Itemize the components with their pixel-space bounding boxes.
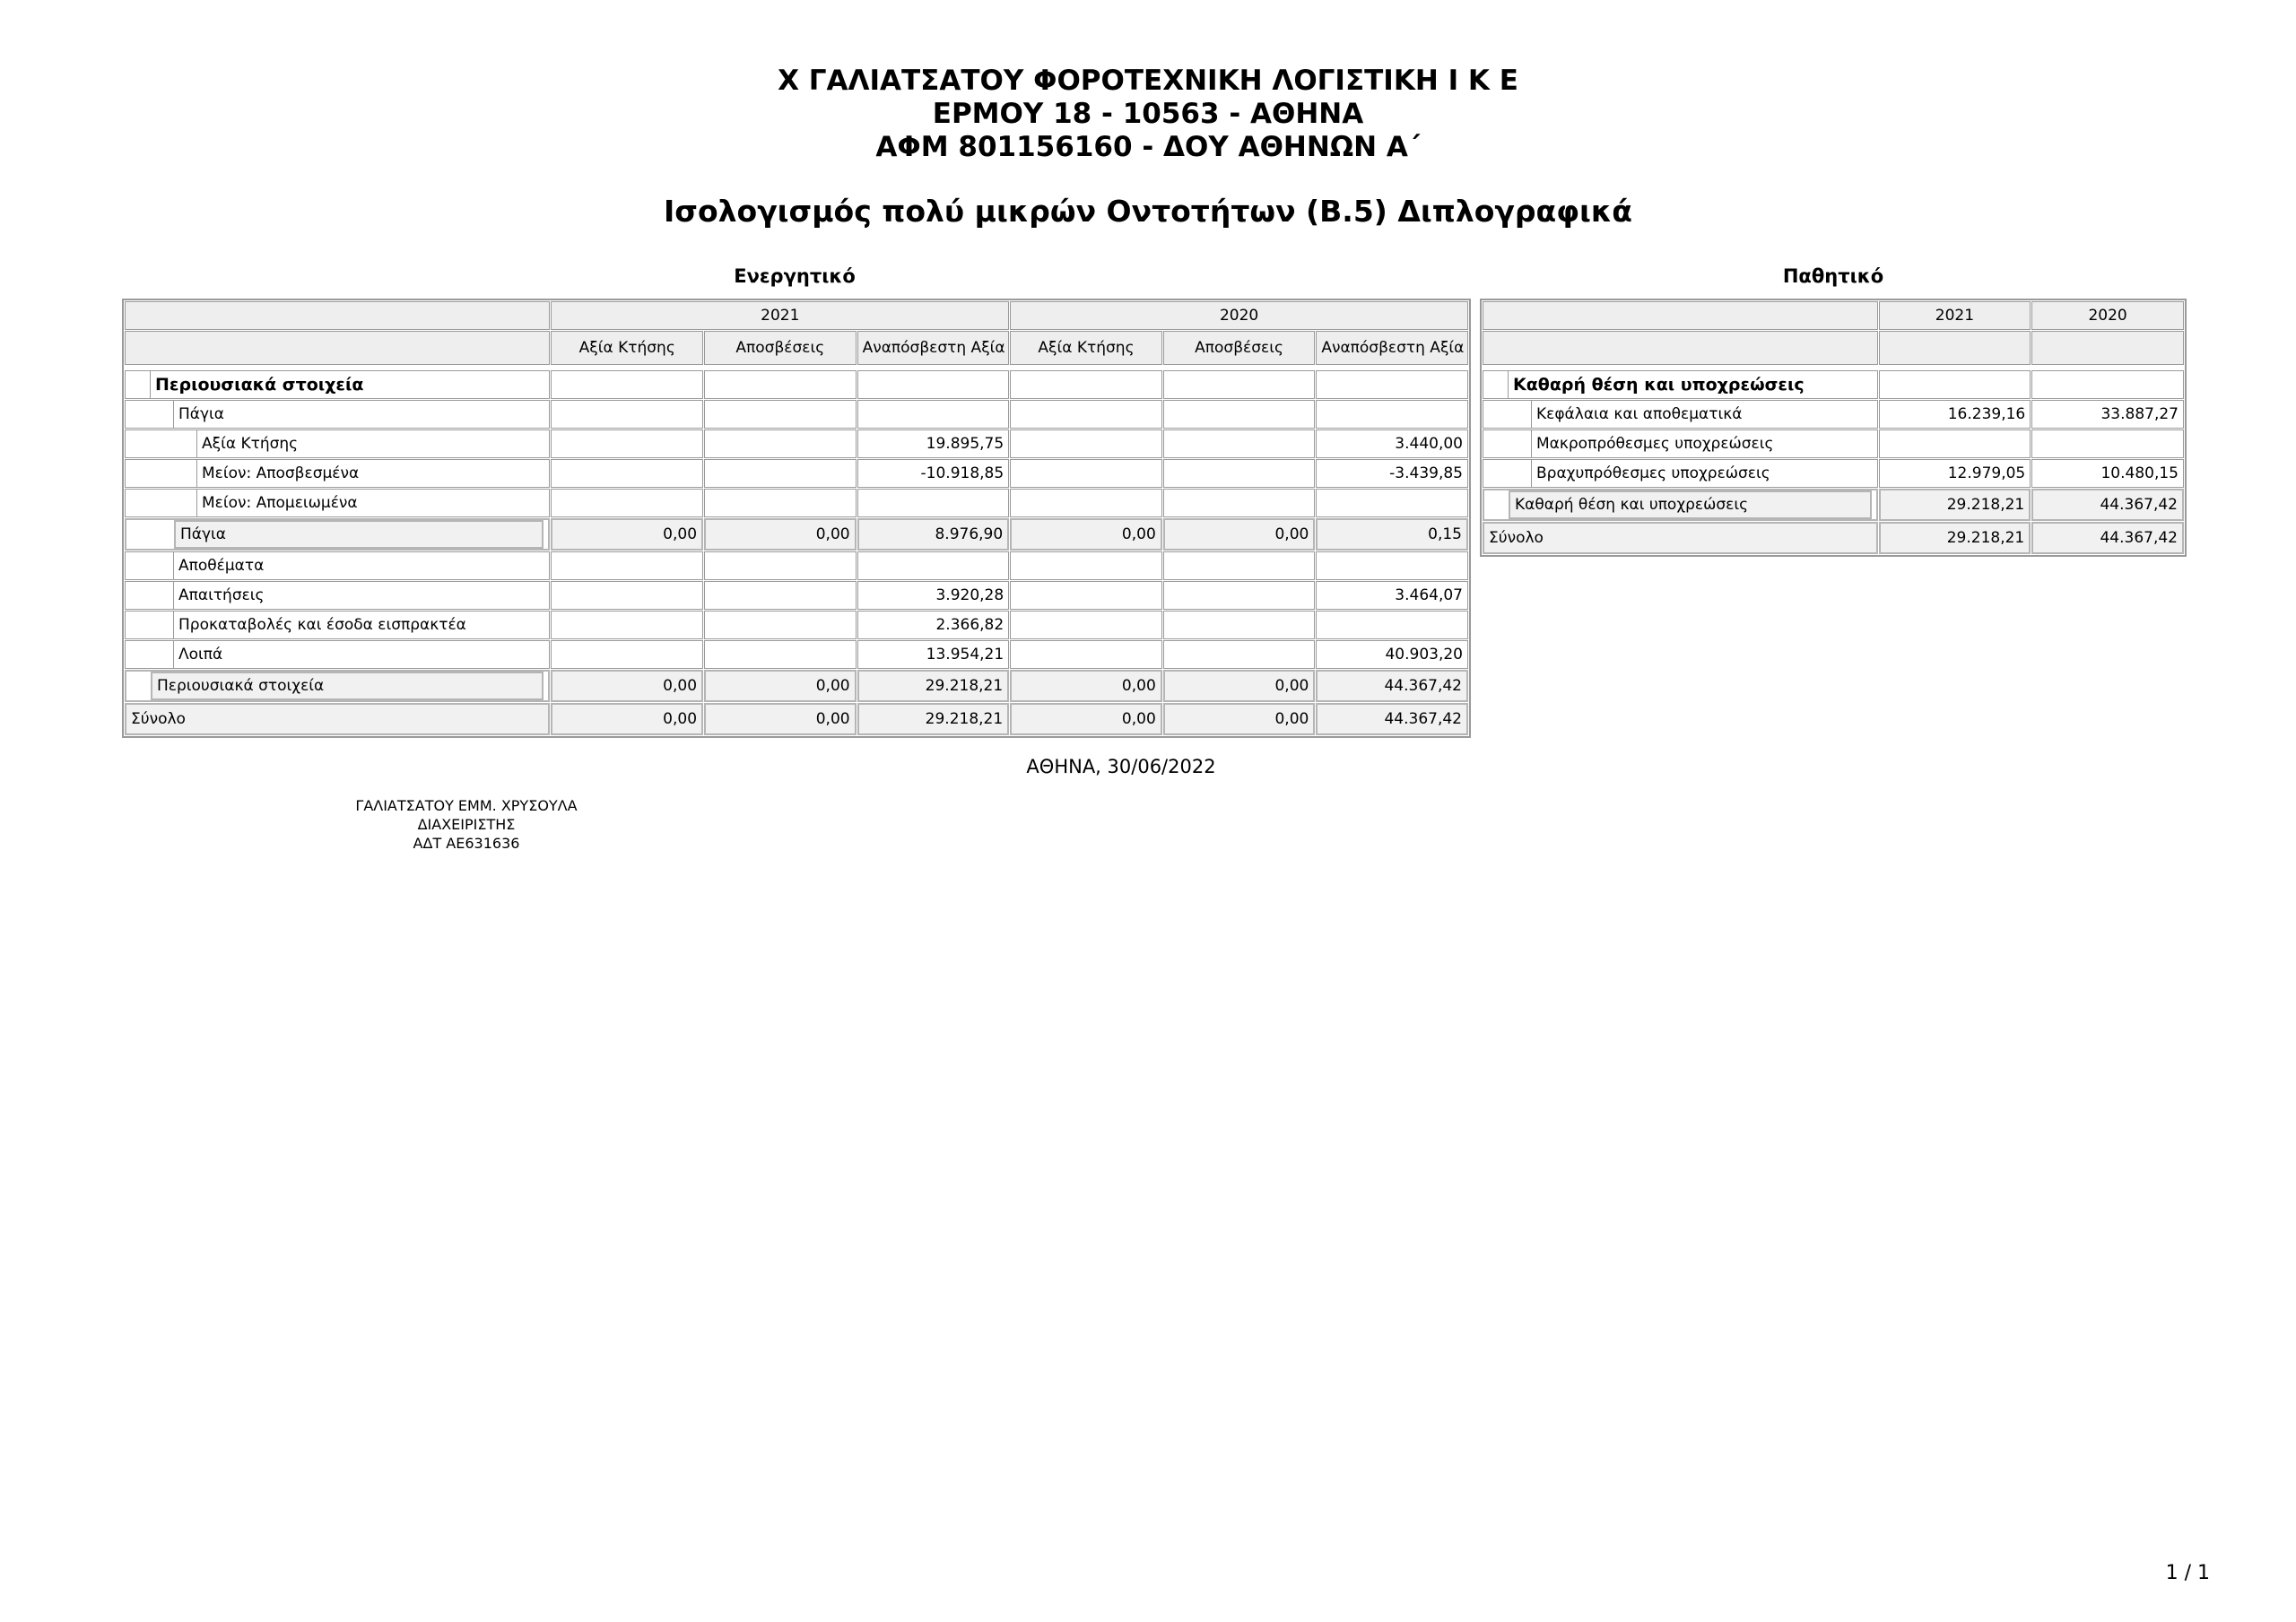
cell: [704, 459, 857, 488]
cell: 44.367,42: [1316, 670, 1468, 702]
table-row: [1483, 400, 2184, 429]
cell: 0,00: [1010, 518, 1162, 551]
cell: [1163, 611, 1316, 639]
cell: 2.366,82: [857, 611, 1010, 639]
cell: [1163, 429, 1316, 458]
table-row: [125, 581, 1468, 610]
cell: [704, 429, 857, 458]
cell: [551, 640, 703, 669]
cell: 0,00: [704, 518, 857, 551]
table-row: [125, 429, 1468, 458]
assets-column-header: [125, 331, 1468, 365]
cell: 29.218,21: [857, 670, 1010, 702]
cell: 44.367,42: [2031, 522, 2184, 554]
cell: 0,00: [551, 518, 703, 551]
total-row: [1483, 522, 2184, 554]
row-label-prepayments: Προκαταβολές και έσοδα εισπρακτέα: [173, 612, 544, 638]
table-row: [1483, 459, 2184, 488]
cell: [704, 611, 857, 639]
cell: 12.979,05: [1879, 459, 2031, 488]
cell: 3.440,00: [1316, 429, 1468, 458]
subtotal-row: [125, 518, 1468, 551]
cell: [1010, 581, 1162, 610]
col-depreciation-2020: Αποσβέσεις: [1163, 331, 1316, 365]
row-label-depreciated: Μείον: Αποσβεσμένα: [196, 460, 544, 487]
cell: [1010, 429, 1162, 458]
cell: 0,00: [1010, 703, 1162, 735]
header-blank: [1483, 301, 1878, 330]
signatory-role: ΔΙΑΧΕΙΡΙΣΤΗΣ: [417, 816, 516, 833]
row-label-liab-total: Σύνολο: [1483, 522, 1878, 554]
table-row: [125, 400, 1468, 429]
signature-block: [305, 796, 628, 853]
liabilities-table: [1480, 299, 2187, 557]
cell: 19.895,75: [857, 429, 1010, 458]
year-2020: 2020: [2031, 301, 2184, 330]
cell: 0,15: [1316, 518, 1468, 551]
row-label-fixed-assets: Πάγια: [173, 401, 544, 428]
cell: [1316, 551, 1468, 580]
row-label-fixed-total: Πάγια: [174, 520, 544, 549]
col-depreciation-2021: Αποσβέσεις: [704, 331, 857, 365]
row-label-equity: Κεφάλαια και αποθεματικά: [1531, 401, 1873, 428]
table-row: [125, 370, 1468, 399]
year-2021: 2021: [551, 301, 1009, 330]
header-blank: [125, 301, 550, 330]
cell: [551, 429, 703, 458]
cell: [551, 551, 703, 580]
cell: [704, 640, 857, 669]
subtotal-row: [1483, 489, 2184, 521]
cell: -10.918,85: [857, 459, 1010, 488]
company-name: Χ ΓΑΛΙΑΤΣΑΤΟΥ ΦΟΡΟΤΕΧΝΙΚΗ ΛΟΓΙΣΤΙΚΗ Ι Κ Ε: [778, 65, 1518, 97]
row-label-acquisition: Αξία Κτήσης: [196, 430, 544, 457]
row-label-impaired: Μείον: Απομειωμένα: [196, 490, 544, 516]
cell: [551, 611, 703, 639]
cell: [704, 551, 857, 580]
cell: [1163, 581, 1316, 610]
row-label-other: Λοιπά: [173, 641, 544, 668]
cell: 40.903,20: [1316, 640, 1468, 669]
table-row: [125, 551, 1468, 580]
cell: 13.954,21: [857, 640, 1010, 669]
cell: [857, 489, 1010, 517]
signatory-name: ΓΑΛΙΑΤΣΑΤΟΥ ΕΜΜ. ΧΡΥΣΟΥΛΑ: [355, 797, 578, 814]
col-acquisition-2020: Αξία Κτήσης: [1010, 331, 1162, 365]
report-title: Ισολογισμός πολύ μικρών Οντοτήτων (Β.5) Διπλογραφικά: [664, 194, 1632, 229]
cell: 0,00: [551, 703, 703, 735]
cell: 0,00: [1163, 518, 1316, 551]
signatory-id: ΑΔΤ ΑΕ631636: [413, 835, 520, 852]
liabilities-column-header: [1483, 331, 2184, 365]
cell: [551, 489, 703, 517]
cell: [551, 581, 703, 610]
table-row: [1483, 370, 2184, 399]
cell: 29.218,21: [857, 703, 1010, 735]
cell: 0,00: [1010, 670, 1162, 702]
cell: [2031, 429, 2184, 458]
cell: 33.887,27: [2031, 400, 2184, 429]
cell: 0,00: [704, 670, 857, 702]
row-label-assets-group: Περιουσιακά στοιχεία: [150, 371, 544, 398]
total-row: [125, 703, 1468, 735]
table-row: [125, 611, 1468, 639]
header-blank: [1483, 331, 1878, 365]
cell: [1010, 640, 1162, 669]
table-row: [125, 489, 1468, 517]
row-label-liab-group-total: Καθαρή θέση και υποχρεώσεις: [1509, 490, 1872, 519]
cell: [857, 551, 1010, 580]
row-label-total: Σύνολο: [125, 703, 550, 735]
row-label-shortterm: Βραχυπρόθεσμες υποχρεώσεις: [1531, 460, 1873, 487]
table-row: [125, 640, 1468, 669]
cell: 3.464,07: [1316, 581, 1468, 610]
cell: 44.367,42: [2031, 489, 2184, 521]
cell: [1163, 640, 1316, 669]
cell: 10.480,15: [2031, 459, 2184, 488]
cell: [704, 489, 857, 517]
cell: [1010, 459, 1162, 488]
cell: [1010, 611, 1162, 639]
cell: [1163, 489, 1316, 517]
year-2020: 2020: [1010, 301, 1468, 330]
col-net-value-2020: Αναπόσβεστη Αξία: [1316, 331, 1468, 365]
assets-year-header: [125, 301, 1468, 330]
cell: [1010, 489, 1162, 517]
subtotal-row: [125, 670, 1468, 702]
cell: 0,00: [1163, 670, 1316, 702]
cell: [1316, 489, 1468, 517]
cell: [1316, 611, 1468, 639]
col-net-value-2021: Αναπόσβεστη Αξία: [857, 331, 1010, 365]
cell: [1163, 551, 1316, 580]
cell: 0,00: [1163, 703, 1316, 735]
table-row: [125, 459, 1468, 488]
liabilities-year-header: [1483, 301, 2184, 330]
company-tax-info: ΑΦΜ 801156160 - ΔΟΥ ΑΘΗΝΩΝ Α΄: [875, 131, 1421, 163]
cell: 8.976,90: [857, 518, 1010, 551]
cell: -3.439,85: [1316, 459, 1468, 488]
page-number: 1 / 1: [2165, 1562, 2210, 1584]
liabilities-section-title: Παθητικό: [1782, 265, 1884, 287]
row-label-longterm: Μακροπρόθεσμες υποχρεώσεις: [1531, 430, 1873, 457]
col-acquisition-2021: Αξία Κτήσης: [551, 331, 703, 365]
place-date: ΑΘΗΝΑ, 30/06/2022: [1026, 756, 1216, 777]
cell: 44.367,42: [1316, 703, 1468, 735]
table-row: [1483, 429, 2184, 458]
cell: 29.218,21: [1879, 489, 2031, 521]
header-blank: [125, 331, 550, 365]
row-label-liab-group: Καθαρή θέση και υποχρεώσεις: [1508, 371, 1873, 398]
cell: 29.218,21: [1879, 522, 2031, 554]
cell: [551, 459, 703, 488]
assets-section-title: Ενεργητικό: [734, 265, 856, 287]
row-label-receivables: Απαιτήσεις: [173, 582, 544, 609]
cell: [1010, 551, 1162, 580]
year-2021: 2021: [1879, 301, 2031, 330]
cell: 3.920,28: [857, 581, 1010, 610]
row-label-group-total: Περιουσιακά στοιχεία: [151, 672, 544, 700]
company-address: ΕΡΜΟΥ 18 - 10563 - ΑΘΗΝΑ: [932, 98, 1364, 130]
cell: 16.239,16: [1879, 400, 2031, 429]
cell: 0,00: [551, 670, 703, 702]
cell: [704, 581, 857, 610]
row-label-inventory: Αποθέματα: [173, 552, 544, 579]
cell: [1163, 459, 1316, 488]
cell: 0,00: [704, 703, 857, 735]
cell: [1879, 429, 2031, 458]
assets-table: [122, 299, 1471, 738]
